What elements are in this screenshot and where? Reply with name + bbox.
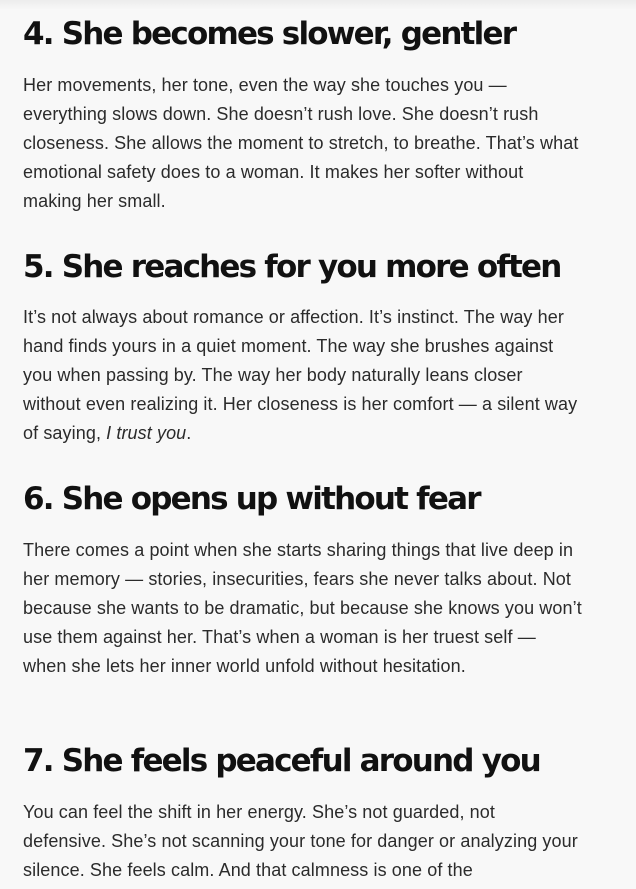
section-paragraph: You can feel the shift in her energy. She’s not guarded, not defensive. She’s not scanning your tone for danger or analyzing your silence. She feels calm. And that calmness is one of the	[23, 802, 578, 880]
paragraph-end: .	[186, 423, 192, 443]
section-heading: 6. She opens up without fear	[23, 481, 480, 517]
section-heading: 4. She becomes slower, gentler	[23, 16, 516, 52]
paragraph-text: It’s not always about romance or affection. It’s instinct. The way her hand finds yours in a quiet moment. The way she brushes against you when passing by. The way her body naturally leans closer without even realizing it. Her closeness is her comfort — a silent way of saying,	[23, 307, 578, 443]
section-paragraph	[23, 303, 583, 448]
emphasis-text: I trust you	[106, 423, 187, 443]
top-shadow	[0, 0, 636, 10]
section-heading: 7. She feels peaceful around you	[23, 743, 540, 779]
section-heading: 5. She reaches for you more often	[23, 249, 561, 285]
section-paragraph: There comes a point when she starts sharing things that live deep in her memory — stories, insecurities, fears she never talks about. Not because she wants to be dramatic, but because she knows you won’t use them against her. That’s when a woman is her truest self — when she lets her inner world unfold without hesitation.	[23, 540, 582, 676]
section-paragraph: Her movements, her tone, even the way she touches you — everything slows down. She doesn’t rush love. She doesn’t rush closeness. She allows the moment to stretch, to breathe. That’s what emotional safety does to a woman. It makes her softer without making her small.	[23, 75, 579, 211]
